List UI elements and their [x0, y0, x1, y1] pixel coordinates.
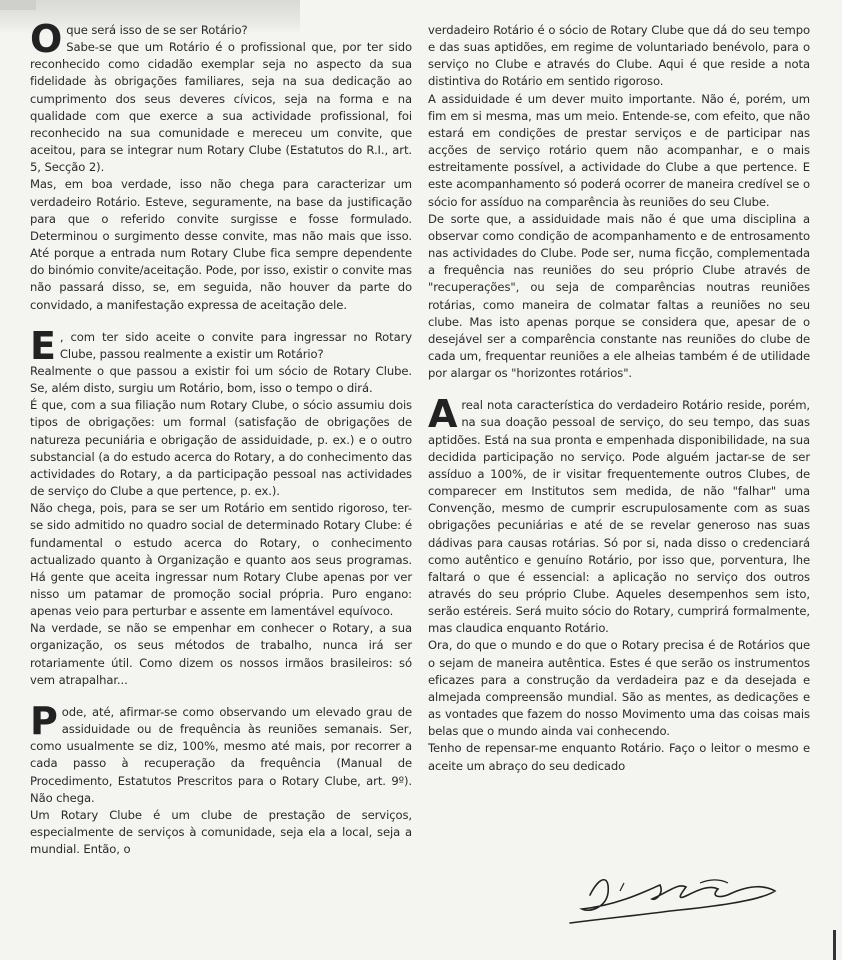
author-signature: [560, 855, 805, 930]
article-paragraph: [30, 363, 412, 397]
paragraph-text: , com ter sido aceite o convite para ingressar no Rotary Clube, passou realmente a existir um Rotário?: [59, 329, 412, 361]
paragraph-text: Mas, em boa verdade, isso não chega para caracterizar um verdadeiro Rotário. Esteve, seguramente, na base da justificação para que o referido convite surgisse e fosse formulado. Determinou o surgimento desse convite, mas não mais que isso. Até porque a entrada num Rotary Clube fica sempre dependente do binómio convite/aceitação. Pode, por isso, existir o convite mas não passará disso, se, em seguida, não houver da parte do convidado, a manifestação expressa de aceitação dele.: [30, 177, 412, 312]
article-paragraph: [30, 620, 412, 689]
article-paragraph: [30, 698, 412, 807]
paragraph-text: É que, com a sua filiação num Rotary Clube, o sócio assumiu dois tipos de obrigações: um formal (satisfação de obrigações de natureza pecuniária e obrigação de assiduidade, p. ex.) e o outro substancial (a do estudo acerca do Rotary, a do conhecimento das actividades do Rotary, a da participação pessoal nas actividades de serviço do Clube a que pertence, p. ex.).: [30, 398, 412, 499]
paragraph-text: ode, até, afirmar-se como observando um elevado grau de assiduidade ou de frequência às reuniões semanais. Ser, como usualmente se diz, 100%, mesmo até mais, por recorrer a cada passo à recuperação da frequência (Manual de Procedimento, Estatutos Prescritos para o Rotary Clube, art. 9º). Não chega.: [30, 704, 412, 805]
article-paragraph: [428, 740, 810, 774]
paragraph-text: Sabe-se que um Rotário é o profissional que, por ter sido reconhecido como cidadão exemplar seja no aspecto da sua fidelidade às obrigações familiares, seja na sua dedicação ao cumprimento dos seus deveres cívicos, seja na forma e na qualidade com que exerce a sua actividade profissional, foi reconhecido na sua comunidade e mereceu um convite, que aceitou, para se integrar num Rotary Clube (Estatutos do R.I., art. 5, Secção 2).: [30, 40, 412, 175]
article-paragraph: [30, 17, 412, 61]
paragraph-text: real nota característica do verdadeiro Rotário reside, porém, na sua doação pessoal de serviço, do seu tempo, das suas aptidões. Está na sua pronta e empenhada disponibilidade, na sua decidida participação no serviço. Pode alguém jactar-se de ser assíduo a 100%, de ir visitar frequentemente outros Clubes, de comparecer em Institutos sem medida, de não "falhar" uma Convenção, mesmo de cumprir escrupulosamente com as suas obrigações pecuniárias e até de se revelar generoso nas suas dádivas para causas rotárias. Só por si, nada disso o credenciará como autêntico e genuíno Rotário, por isso que, porventura, lhe faltará o que é essencial: a aplicação no serviço dos outros através do seu próprio Clube. Aqueles desempenhos sem isto, serão estéreis. Será muito sócio do Rotary, cumprirá formalmente, mas claudica enquanto Rotário.: [428, 398, 810, 636]
article-paragraph: [428, 22, 810, 91]
paragraph-text: Um Rotary Clube é um clube de prestação de serviços, especialmente de serviços à comunidade, seja ela a local, seja a mundial. Então, o: [30, 807, 412, 857]
article-paragraph: [428, 392, 810, 637]
article-paragraph: [30, 39, 412, 176]
article-paragraph: [30, 323, 412, 368]
paragraph-text: A assiduidade é um dever muito importante. Não é, porém, um fim em si mesma, mas um meio. Entende-se, com efeito, que não estará em condições de prestar serviços e de participar nas acções de serviço rotário quem não acompanhar, e o mais estreitamente possível, a actividade do Clube a que pertence. E este acompanhamento só poderá ocorrer de maneira credível se o sócio for assíduo na comparência às reuniões do seu Clube.: [428, 91, 810, 209]
paragraph-text: verdadeiro Rotário é o sócio de Rotary Clube que dá do seu tempo e das suas aptidões, em regime de voluntariado benévolo, para o serviço no Clube e através do Clube. Aqui é que reside a nota distintiva do Rotário em sentido rigoroso.: [428, 23, 810, 89]
paragraph-text: Realmente o que passou a existir foi um sócio de Rotary Clube. Se, além disto, surgiu um Rotário, bom, isso o tempo o dirá.: [30, 363, 412, 396]
paragraph-text: De sorte que, a assiduidade mais não é que uma disciplina a observar como condição de acompanhamento e de entrosamento nas actividades do Clube. Pode ser, numa ficção, complementada a frequência nas reuniões do seu próprio Clube através de "recuperações", ou seja de comparências noutras reuniões rotárias, como maneira de colmatar faltas a reuniões no seu clube. Mas isto apenas porque se considera que, apesar de o desejável ser a comparência constante nas reuniões do clube de cada um, frequentar reuniões a ele alheias também é de utilidade por alargar os "horizontes rotários".: [428, 211, 810, 381]
paragraph-text: Na verdade, se não se empenhar em conhecer o Rotary, a sua organização, os seus métodos de trabalho, nunca irá ser rotariamente útil. Como dizem os nossos irmãos brasileiros: só vem atrapalhar...: [30, 621, 412, 687]
article-paragraph: [30, 176, 412, 313]
paragraph-text: que será isso de se ser Rotário?: [66, 23, 248, 37]
paragraph-text: Ora, do que o mundo e do que o Rotary precisa é de Rotários que o sejam de maneira autêntica. Estes é que serão os instrumentos eficazes para a construção da verdadeira paz e da desejada e almejada compreensão mundial. São as mentes, as dedicações e as vontades que fazem do nosso Movimento uma das coisas mais belas que o mundo ainda vai conhecendo.: [428, 638, 810, 739]
paragraph-text: Tenho de repensar-me enquanto Rotário. Faço o leitor o mesmo e aceite um abraço do seu dedicado: [428, 741, 810, 773]
article-paragraph: [30, 397, 412, 500]
page-edge-mark: [833, 930, 836, 960]
article-paragraph: [30, 500, 412, 620]
drop-cap: O: [30, 17, 63, 61]
article-paragraph: [428, 637, 810, 740]
drop-cap: P: [30, 698, 58, 743]
article-paragraph: [30, 807, 412, 858]
drop-cap: A: [428, 392, 458, 437]
article-paragraph: [428, 91, 810, 211]
paragraph-text: Não chega, pois, para se ser um Rotário em sentido rigoroso, ter-se sido admitido no quadro social de determinado Rotary Clube: é fundamental o estudo acerca do Rotary, o conhecimento actualizado quanto à Organização e quanto aos seus programas. Há gente que aceita ingressar num Rotary Clube apenas por ver nisso um patamar de promoção social própria. Puro engano: apenas veio para perturbar e assente em lamentável equívoco.: [30, 501, 412, 619]
drop-cap: E: [30, 323, 56, 368]
article-column-right: [428, 22, 810, 775]
article-paragraph: [428, 211, 810, 383]
article-column-left: [30, 17, 412, 858]
